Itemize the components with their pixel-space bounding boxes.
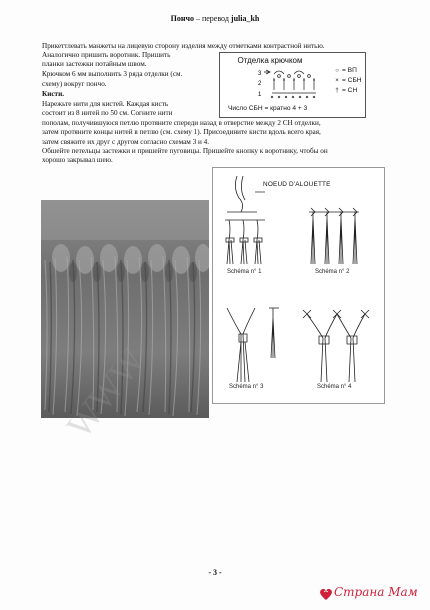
title-left: Пончо: [170, 14, 194, 23]
legend-item: † = СН: [332, 87, 357, 94]
chart-row-number: 2: [258, 81, 262, 87]
title-author: julia_kh: [230, 14, 260, 23]
page-number: - 3 -: [208, 568, 222, 577]
site-logo[interactable]: [318, 583, 428, 605]
crochet-chart-caption: Число СБН = кратно 4 + 3: [228, 105, 308, 112]
crochet-chart-title: Отделка крючком: [237, 56, 303, 65]
knot-diagram: [212, 167, 385, 404]
paragraph-line: состоит из 8 нитей по 50 см. Согните нити: [42, 109, 173, 117]
paragraph-line: Крючком 6 мм выполнить 3 ряда отделки (см.: [42, 70, 183, 78]
paragraph-line: Прикеттлевать манжеты на лицевую сторону изделия между отметками контрастной нитью.: [42, 42, 325, 50]
paragraph-line: пополам, получившуюся петлю протяните спереди назад в отверстие между 2 СН отделки,: [42, 119, 321, 127]
tassels-heading: Кисти.: [42, 90, 65, 98]
chain-stitch-symbol: ○: [335, 68, 339, 74]
paragraph-line: схему) вокруг пончо.: [42, 80, 107, 88]
paragraph-line: затем свяжите их друг с другом согласно схемам 3 и 4.: [42, 138, 210, 146]
paragraph-line: Обшейте петельцы застежки и пришейте пуговицы. Пришейте кнопку к воротнику, чтобы он: [42, 147, 328, 155]
watermark: WWW: [58, 340, 154, 446]
chart-row-number: 1: [258, 92, 262, 98]
legend-item: ○ = ВП: [332, 67, 357, 74]
single-crochet-symbol: ×: [335, 78, 339, 84]
page-title: [0, 14, 430, 23]
crochet-chart: [219, 52, 366, 118]
paragraph-line: хорошо закрывал шею.: [42, 156, 113, 164]
schema-label: Schéma n° 4: [317, 384, 352, 390]
crochet-chart-graphic: [226, 66, 326, 106]
knot-diagram-graphic: [213, 168, 386, 405]
paragraph-line: планки застежки потайным швом.: [42, 60, 147, 68]
diagram-title: NOEUD D'ALOUETTE: [263, 181, 331, 188]
paragraph-line: Нарежьте нити для кистей. Каждая кисть: [42, 100, 169, 108]
legend-item: × = СБН: [332, 77, 362, 84]
heart-icon: [318, 586, 334, 602]
schema-label: Schéma n° 1: [227, 269, 262, 275]
schema-label: Schéma n° 3: [229, 384, 264, 390]
logo-text: Страна Мам: [334, 585, 418, 599]
title-separator: – перевод: [193, 14, 231, 23]
paragraph-line: затем протяните концы нитей в петлю (см. схему 1). Присоедините кисти вдоль всего края,: [42, 128, 321, 136]
double-crochet-symbol: †: [335, 88, 339, 94]
chart-row-number: 3: [258, 71, 262, 77]
paragraph-line: Аналогично пришить воротник. Пришить: [42, 51, 171, 59]
schema-label: Schéma n° 2: [315, 269, 350, 275]
